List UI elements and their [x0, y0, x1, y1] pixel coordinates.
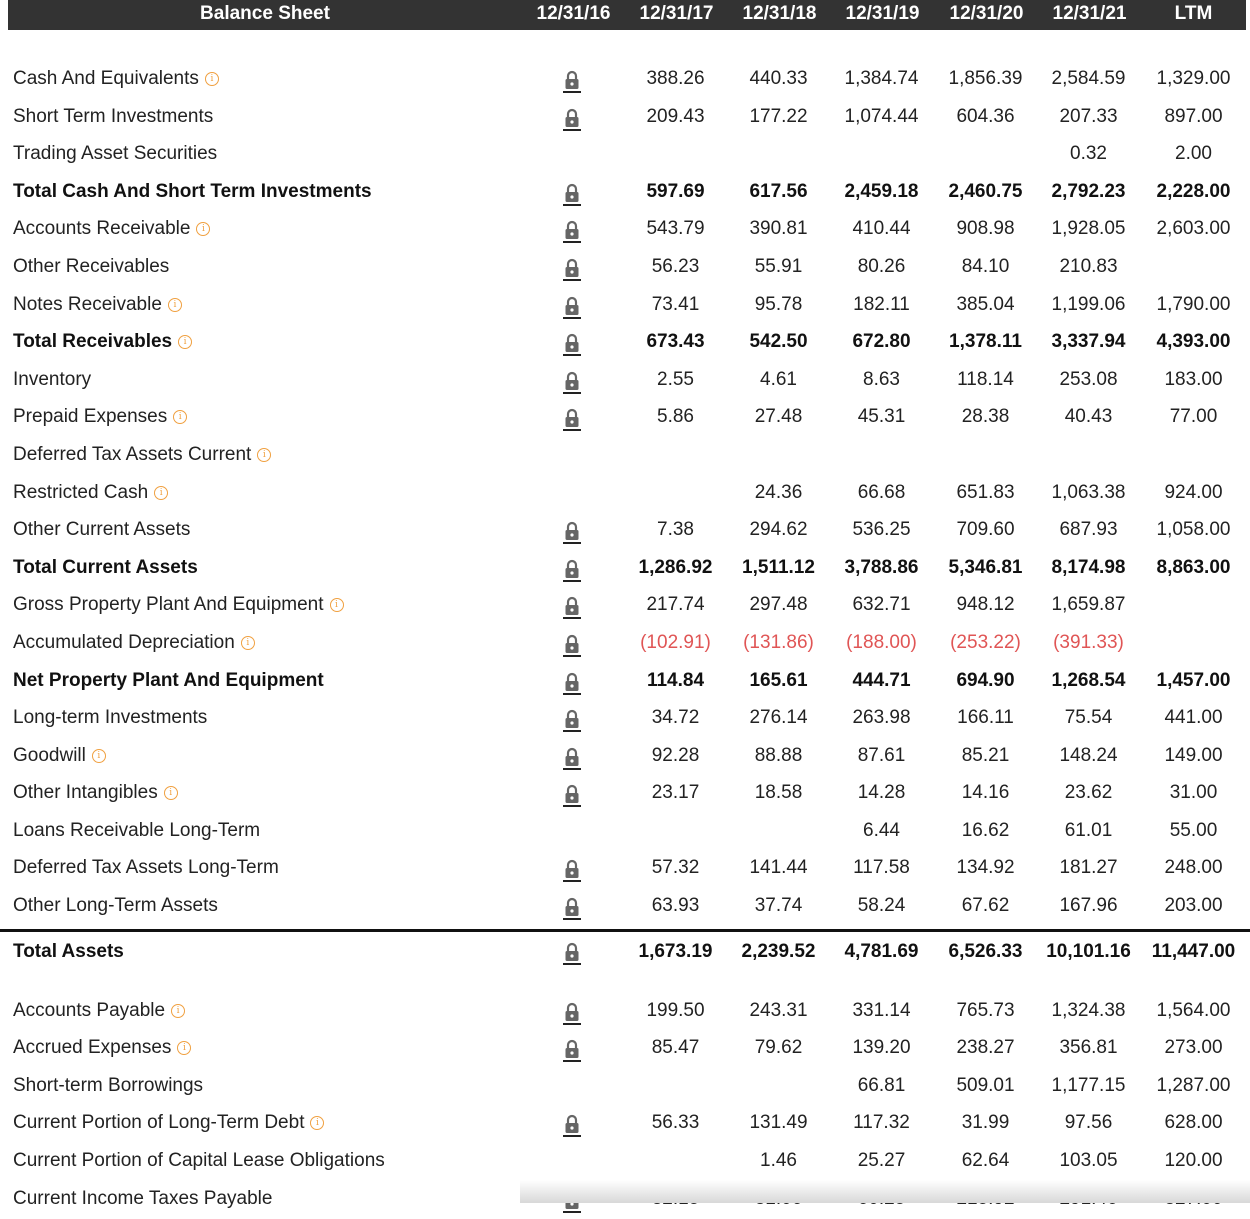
- cell-value: 114.84: [646, 669, 705, 691]
- cell-value: 3,788.86: [844, 556, 919, 578]
- cell-value: 207.33: [1059, 105, 1118, 127]
- cell-value: 139.20: [852, 1037, 911, 1059]
- row-label[interactable]: [13, 594, 344, 616]
- cell-value: 709.60: [956, 519, 1015, 541]
- cell-value: 1,287.00: [1156, 1074, 1231, 1096]
- cell-value: 134.92: [956, 857, 1015, 879]
- cell-value: 294.62: [749, 519, 808, 541]
- lock-icon[interactable]: [562, 295, 582, 319]
- cell-value: 56.33: [651, 1112, 700, 1134]
- cell-value: 1,378.11: [949, 331, 1022, 353]
- row-label[interactable]: [13, 857, 279, 879]
- row-label[interactable]: [13, 557, 198, 579]
- cell-value: 31.00: [1169, 782, 1218, 804]
- row-label-text: Deferred Tax Assets Current: [13, 443, 252, 465]
- cell-value: 16.62: [961, 819, 1010, 841]
- cell-value: 40.43: [1064, 406, 1113, 428]
- lock-icon[interactable]: [562, 1038, 582, 1062]
- row-label[interactable]: [13, 68, 219, 90]
- cell-value: 0.32: [1070, 143, 1107, 165]
- row-label-text: Loans Receivable Long-Term: [13, 819, 261, 841]
- cell-value: 66.68: [857, 481, 906, 503]
- cell-value: 924.00: [1164, 481, 1223, 503]
- cell-value: (131.86): [743, 631, 814, 653]
- cell-value: 273.00: [1164, 1037, 1223, 1059]
- cell-value: 11,447.00: [1151, 940, 1236, 962]
- row-label[interactable]: [13, 482, 168, 504]
- table-row: [0, 475, 1250, 513]
- cell-value: 1.46: [760, 1150, 797, 1172]
- cell-value: 1,511.12: [742, 556, 815, 578]
- cell-value: (391.33): [1053, 631, 1124, 653]
- cell-value: 24.36: [754, 481, 803, 503]
- table-row: [0, 1068, 1250, 1106]
- row-label[interactable]: [13, 632, 255, 654]
- cell-value: 4.61: [760, 368, 797, 390]
- column-header[interactable]: 12/31/21: [1052, 3, 1127, 24]
- row-label[interactable]: [13, 294, 182, 316]
- cell-value: 8,863.00: [1156, 556, 1231, 578]
- lock-icon[interactable]: [562, 332, 582, 356]
- cell-value: 2.55: [657, 368, 694, 390]
- cell-value: 297.48: [749, 594, 808, 616]
- section-spacer: [0, 976, 1250, 993]
- cell-value: 34.72: [651, 707, 700, 729]
- lock-icon[interactable]: [562, 896, 582, 920]
- row-label[interactable]: [13, 218, 210, 240]
- row-label-text: Total Receivables: [13, 331, 173, 353]
- cell-value: 1,177.15: [1051, 1074, 1126, 1096]
- cell-value: 263.98: [852, 707, 911, 729]
- cell-value: 1,384.74: [844, 68, 919, 89]
- cell-value: 243.31: [749, 999, 808, 1021]
- row-label-text: Goodwill: [13, 744, 86, 766]
- table-row: [0, 362, 1250, 400]
- row-label[interactable]: [13, 745, 106, 767]
- cell-value: 92.28: [651, 744, 700, 766]
- cell-value: 1,329.00: [1156, 68, 1231, 89]
- cell-value: 85.47: [651, 1037, 700, 1059]
- cell-value: 1,268.54: [1051, 669, 1126, 691]
- balance-sheet-rows: [0, 61, 1250, 1218]
- cell-value: 444.71: [852, 669, 911, 691]
- column-header[interactable]: 12/31/17: [639, 3, 714, 24]
- cell-value: 67.62: [961, 895, 1010, 917]
- lock-icon[interactable]: [562, 219, 582, 243]
- table-row: [0, 249, 1250, 287]
- cell-value: 1,673.19: [638, 940, 713, 962]
- cell-value: 632.71: [852, 594, 911, 616]
- row-label[interactable]: [13, 369, 91, 391]
- row-label-text: Current Income Taxes Payable: [13, 1187, 273, 1209]
- row-label[interactable]: [13, 1075, 203, 1097]
- lock-icon[interactable]: [562, 595, 582, 619]
- cell-value: 536.25: [852, 519, 911, 541]
- cell-value: 45.31: [857, 406, 906, 428]
- table-row: [0, 399, 1250, 437]
- lock-icon[interactable]: [562, 1001, 582, 1025]
- info-icon[interactable]: i: [310, 1116, 324, 1130]
- cell-value: 765.73: [956, 999, 1015, 1021]
- column-header[interactable]: LTM: [1174, 3, 1213, 24]
- row-label[interactable]: [13, 707, 207, 729]
- row-label-text: Accounts Receivable: [13, 218, 191, 240]
- cell-value: 1,790.00: [1156, 293, 1231, 315]
- table-row: [0, 775, 1250, 813]
- table-row: [0, 850, 1250, 888]
- table-row: [0, 993, 1250, 1031]
- cell-value: 542.50: [749, 331, 808, 353]
- row-label-text: Prepaid Expenses: [13, 406, 168, 428]
- lock-icon[interactable]: [562, 370, 582, 394]
- row-label[interactable]: [13, 1112, 324, 1134]
- cell-value: 75.54: [1064, 707, 1113, 729]
- table-row: [0, 437, 1250, 475]
- cell-value: 2,792.23: [1051, 180, 1126, 202]
- cell-value: 331.14: [852, 999, 911, 1021]
- lock-icon[interactable]: [562, 783, 582, 807]
- cell-value: 117.32: [853, 1112, 910, 1134]
- cell-value: 57.32: [651, 857, 700, 879]
- row-label-text: Current Portion of Capital Lease Obligations: [13, 1150, 385, 1172]
- cell-value: 55.91: [754, 255, 803, 277]
- column-header[interactable]: 12/31/19: [845, 3, 920, 24]
- cell-value: 2,239.52: [741, 940, 816, 962]
- info-icon[interactable]: i: [92, 749, 106, 763]
- cell-value: 8,174.98: [1051, 556, 1126, 578]
- cell-value: 238.27: [956, 1037, 1015, 1059]
- row-label-text: Accumulated Depreciation: [13, 631, 235, 653]
- lock-icon[interactable]: [562, 69, 582, 93]
- cell-value: 131.49: [749, 1112, 808, 1134]
- table-row: [0, 1105, 1250, 1143]
- table-row: [0, 929, 1250, 976]
- cell-value: 509.01: [956, 1074, 1015, 1096]
- table-row: [0, 61, 1250, 99]
- row-label[interactable]: [13, 256, 169, 278]
- cell-value: 73.41: [651, 293, 700, 315]
- cell-value: 177.22: [749, 105, 808, 127]
- cell-value: 27.48: [754, 406, 803, 428]
- cell-value: 80.26: [857, 255, 906, 277]
- cell-value: 1,928.05: [1051, 218, 1126, 240]
- info-icon[interactable]: i: [178, 335, 192, 349]
- row-label-text: Accounts Payable: [13, 999, 166, 1021]
- cell-value: 1,199.06: [1051, 293, 1126, 315]
- lock-icon[interactable]: [562, 558, 582, 582]
- row-label[interactable]: [13, 782, 178, 804]
- row-label[interactable]: [13, 444, 271, 466]
- table-row: [0, 287, 1250, 325]
- cell-value: 210.83: [1059, 255, 1118, 277]
- cell-value: 628.00: [1164, 1112, 1223, 1134]
- cell-value: 5,346.81: [948, 556, 1023, 578]
- row-label-text: Long-term Investments: [13, 707, 208, 729]
- lock-icon[interactable]: [562, 257, 582, 281]
- table-row: [0, 211, 1250, 249]
- cell-value: 85.21: [961, 744, 1010, 766]
- cell-value: 31.99: [961, 1112, 1010, 1134]
- cell-value: 651.83: [956, 481, 1015, 503]
- table-row: [0, 1143, 1250, 1181]
- row-label-text: Notes Receivable: [13, 293, 162, 315]
- cell-value: 3,337.94: [1051, 331, 1126, 353]
- cell-value: 1,286.92: [638, 556, 713, 578]
- cell-value: 10,101.16: [1046, 940, 1131, 962]
- row-label[interactable]: [13, 895, 218, 917]
- table-row: [0, 888, 1250, 926]
- cell-value: 203.00: [1164, 895, 1223, 917]
- row-label-text: Gross Property Plant And Equipment: [13, 594, 324, 616]
- row-label-text: Inventory: [13, 368, 92, 390]
- table-row: [0, 174, 1250, 212]
- lock-icon[interactable]: [562, 1113, 582, 1137]
- cell-value: 120.00: [1164, 1150, 1223, 1172]
- row-label[interactable]: [13, 143, 217, 165]
- cell-value: 687.93: [1059, 519, 1118, 541]
- lock-icon[interactable]: [562, 407, 582, 431]
- cell-value: 2,228.00: [1156, 180, 1231, 202]
- cell-value: 28.38: [961, 406, 1010, 428]
- info-icon[interactable]: i: [173, 410, 187, 424]
- cell-value: 97.56: [1064, 1112, 1113, 1134]
- cell-value: 1,856.39: [948, 68, 1023, 89]
- row-label-text: Cash And Equivalents: [13, 68, 199, 89]
- table-row: [0, 625, 1250, 663]
- cell-value: 673.43: [646, 331, 705, 353]
- cell-value: 356.81: [1059, 1037, 1118, 1059]
- cell-value: 4,393.00: [1156, 331, 1231, 353]
- lock-icon[interactable]: [562, 858, 582, 882]
- row-label[interactable]: [13, 181, 372, 203]
- info-icon[interactable]: i: [196, 222, 210, 236]
- cell-value: 6,526.33: [948, 940, 1023, 962]
- table-row: [0, 136, 1250, 174]
- cell-value: 141.44: [749, 857, 808, 879]
- cell-value: 84.10: [961, 255, 1010, 277]
- table-header: [8, 0, 1246, 30]
- lock-icon[interactable]: [562, 746, 582, 770]
- cell-value: 441.00: [1164, 707, 1223, 729]
- cell-value: 5.86: [657, 406, 694, 428]
- cell-value: 62.64: [961, 1150, 1010, 1172]
- cell-value: 617.56: [749, 180, 808, 202]
- cell-value: 117.58: [853, 857, 910, 879]
- cell-value: 2,603.00: [1156, 218, 1231, 240]
- cell-value: 7.38: [657, 519, 694, 541]
- cell-value: 385.04: [956, 293, 1015, 315]
- row-label-text: Restricted Cash: [13, 481, 149, 503]
- cell-value: 87.61: [857, 744, 906, 766]
- cell-value: 276.14: [749, 707, 808, 729]
- row-label[interactable]: [13, 820, 260, 842]
- column-header[interactable]: 12/31/18: [742, 3, 817, 24]
- info-icon[interactable]: i: [168, 298, 182, 312]
- table-row: [0, 738, 1250, 776]
- lock-icon[interactable]: [562, 633, 582, 657]
- cell-value: 1,659.87: [1051, 594, 1126, 616]
- scroll-fade: [520, 1180, 1250, 1203]
- cell-value: 199.50: [646, 999, 705, 1021]
- cell-value: 181.27: [1059, 857, 1118, 879]
- cell-value: 79.62: [754, 1037, 803, 1059]
- lock-icon[interactable]: [562, 182, 582, 206]
- cell-value: 25.27: [857, 1150, 906, 1172]
- cell-value: 23.17: [651, 782, 700, 804]
- lock-icon[interactable]: [562, 520, 582, 544]
- cell-value: 66.81: [857, 1074, 906, 1096]
- table-row: [0, 587, 1250, 625]
- cell-value: 388.26: [646, 68, 705, 89]
- info-icon[interactable]: i: [154, 486, 168, 500]
- row-label-text: Net Property Plant And Equipment: [13, 669, 324, 691]
- info-icon[interactable]: i: [257, 448, 271, 462]
- cell-value: 118.14: [957, 368, 1014, 390]
- cell-value: 1,324.38: [1051, 999, 1126, 1021]
- cell-value: 672.80: [852, 331, 911, 353]
- cell-value: 14.16: [961, 782, 1010, 804]
- cell-value: 1,564.00: [1156, 999, 1231, 1021]
- cell-value: 183.00: [1164, 368, 1223, 390]
- info-icon[interactable]: i: [164, 786, 178, 800]
- cell-value: 63.93: [651, 895, 700, 917]
- cell-value: 2,460.75: [948, 180, 1023, 202]
- column-header[interactable]: 12/31/16: [536, 3, 611, 24]
- row-label[interactable]: [13, 941, 124, 963]
- cell-value: 908.98: [956, 218, 1015, 240]
- cell-value: 88.88: [754, 744, 803, 766]
- row-label-text: Short-term Borrowings: [13, 1074, 204, 1096]
- row-label[interactable]: [13, 331, 192, 353]
- cell-value: 2,459.18: [844, 180, 919, 202]
- cell-value: 1,058.00: [1156, 519, 1231, 541]
- row-label-text: Accrued Expenses: [13, 1037, 172, 1059]
- cell-value: 253.08: [1059, 368, 1118, 390]
- column-header[interactable]: 12/31/20: [949, 3, 1024, 24]
- cell-value: 148.24: [1059, 744, 1118, 766]
- cell-value: 149.00: [1164, 744, 1223, 766]
- cell-value: 8.63: [863, 368, 900, 390]
- cell-value: 440.33: [749, 68, 808, 89]
- lock-icon[interactable]: [562, 941, 582, 965]
- row-label-text: Short Term Investments: [13, 105, 214, 127]
- cell-value: 14.28: [857, 782, 906, 804]
- row-label-text: Current Portion of Long-Term Debt: [13, 1112, 305, 1134]
- row-label-text: Total Cash And Short Term Investments: [13, 180, 372, 202]
- lock-icon[interactable]: [562, 107, 582, 131]
- cell-value: 1,457.00: [1156, 669, 1231, 691]
- row-label-text: Total Current Assets: [13, 556, 198, 578]
- cell-value: 2,584.59: [1051, 68, 1126, 89]
- info-icon[interactable]: i: [171, 1004, 185, 1018]
- cell-value: 543.79: [646, 218, 705, 240]
- cell-value: 37.74: [754, 895, 803, 917]
- table-row: [0, 700, 1250, 738]
- cell-value: 6.44: [863, 819, 900, 841]
- cell-value: 58.24: [857, 895, 906, 917]
- cell-value: 166.11: [957, 707, 1014, 729]
- table-row: [0, 512, 1250, 550]
- cell-value: 2.00: [1175, 143, 1212, 165]
- table-row: [0, 550, 1250, 588]
- table-row: [0, 813, 1250, 851]
- cell-value: 61.01: [1064, 819, 1113, 841]
- info-icon[interactable]: i: [177, 1041, 191, 1055]
- cell-value: 248.00: [1164, 857, 1223, 879]
- cell-value: (102.91): [640, 631, 711, 653]
- cell-value: 694.90: [956, 669, 1015, 691]
- row-label-text: Trading Asset Securities: [13, 143, 218, 165]
- cell-value: 165.61: [749, 669, 808, 691]
- row-label-text: Other Long-Term Assets: [13, 895, 218, 917]
- cell-value: 897.00: [1164, 105, 1223, 127]
- cell-value: 182.11: [853, 293, 910, 315]
- row-label[interactable]: [13, 1150, 385, 1172]
- info-icon[interactable]: i: [205, 72, 219, 86]
- row-label[interactable]: [13, 1188, 272, 1210]
- lock-icon[interactable]: [562, 708, 582, 732]
- cell-value: 56.23: [651, 255, 700, 277]
- lock-icon[interactable]: [562, 671, 582, 695]
- cell-value: 604.36: [956, 105, 1015, 127]
- cell-value: 4,781.69: [844, 940, 919, 962]
- cell-value: 55.00: [1169, 819, 1218, 841]
- cell-value: 597.69: [646, 180, 705, 202]
- row-label[interactable]: [13, 1000, 185, 1022]
- cell-value: 167.96: [1059, 895, 1118, 917]
- cell-value: (188.00): [846, 631, 917, 653]
- row-label-text: Deferred Tax Assets Long-Term: [13, 857, 279, 879]
- info-icon[interactable]: i: [330, 598, 344, 612]
- row-label[interactable]: [13, 106, 213, 128]
- row-label[interactable]: [13, 670, 324, 692]
- cell-value: 1,074.44: [844, 105, 919, 127]
- cell-value: 217.74: [646, 594, 705, 616]
- table-row: [0, 99, 1250, 137]
- cell-value: 410.44: [852, 218, 911, 240]
- row-label-text: Other Receivables: [13, 255, 170, 277]
- row-label-text: Other Current Assets: [13, 519, 191, 541]
- row-label-text: Total Assets: [13, 940, 124, 962]
- sheet-title: Balance Sheet: [200, 3, 330, 24]
- cell-value: 209.43: [646, 105, 705, 127]
- info-icon[interactable]: i: [241, 636, 255, 650]
- row-label[interactable]: [13, 519, 190, 541]
- table-row: [0, 1030, 1250, 1068]
- cell-value: 95.78: [754, 293, 803, 315]
- cell-value: 18.58: [754, 782, 803, 804]
- cell-value: 948.12: [956, 594, 1015, 616]
- table-row: [0, 663, 1250, 701]
- row-label[interactable]: [13, 406, 187, 428]
- cell-value: 1,063.38: [1051, 481, 1126, 503]
- cell-value: 23.62: [1064, 782, 1113, 804]
- cell-value: (253.22): [950, 631, 1021, 653]
- cell-value: 103.05: [1059, 1150, 1118, 1172]
- table-row: [0, 324, 1250, 362]
- row-label-text: Other Intangibles: [13, 782, 158, 804]
- cell-value: 77.00: [1169, 406, 1218, 428]
- cell-value: 390.81: [749, 218, 808, 240]
- row-label[interactable]: [13, 1037, 191, 1059]
